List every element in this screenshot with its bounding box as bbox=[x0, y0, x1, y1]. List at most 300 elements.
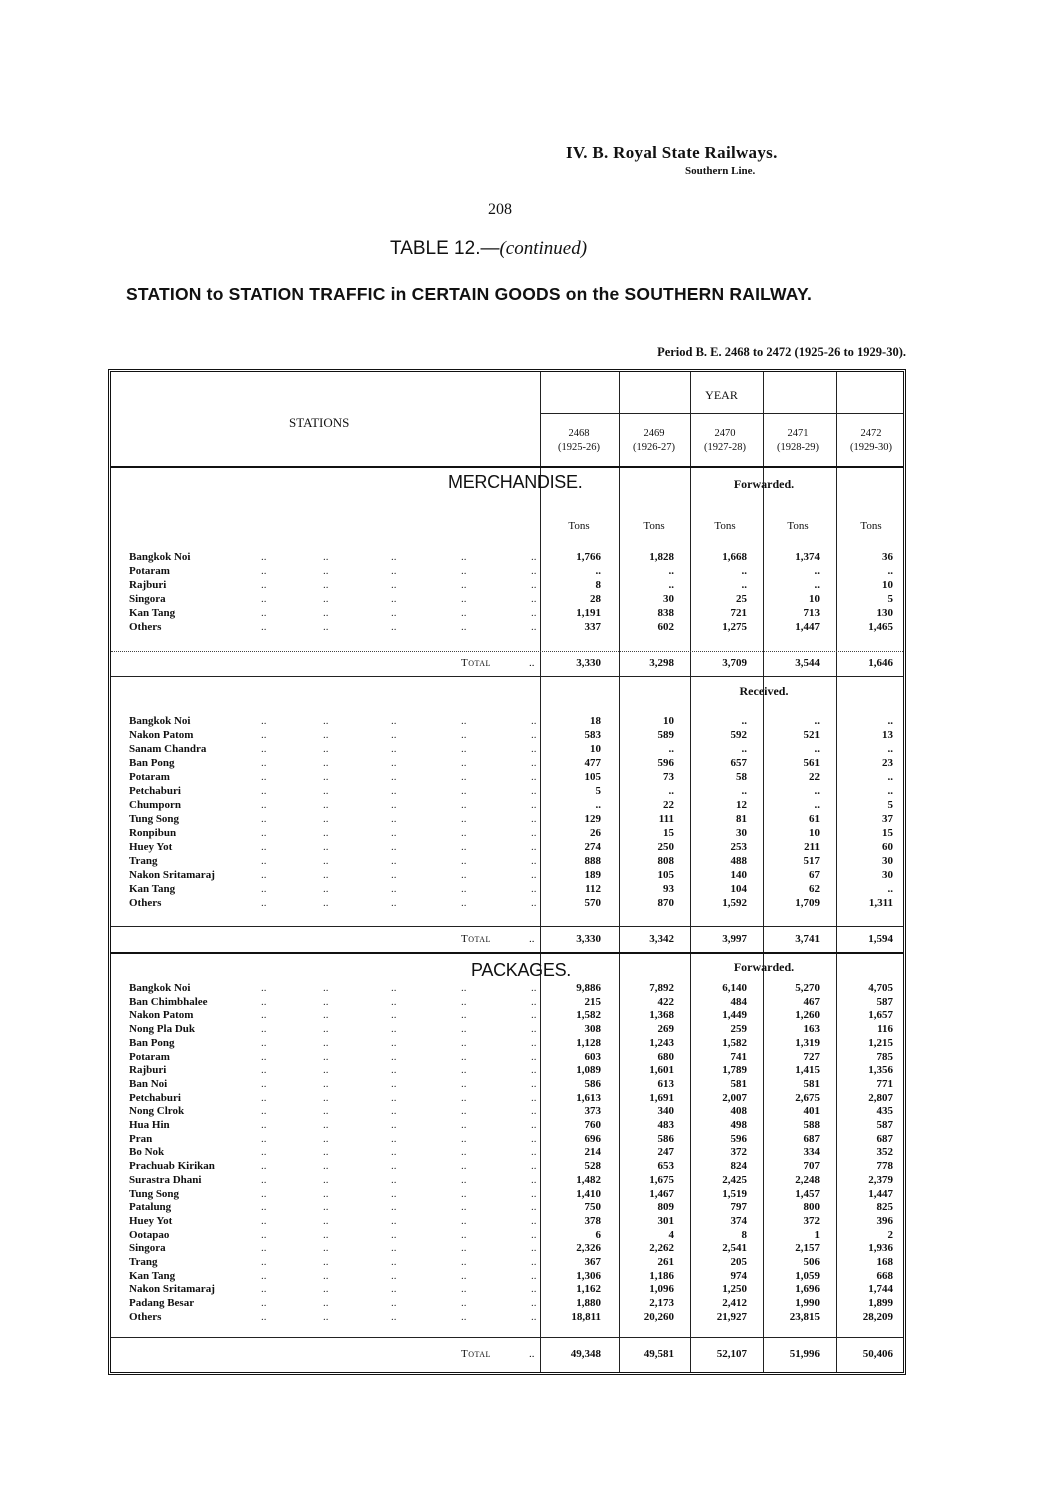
cell-value: 15 bbox=[882, 827, 893, 839]
cell-value: 657 bbox=[730, 757, 747, 769]
merchandise-title: MERCHANDISE. bbox=[448, 472, 583, 492]
cell-value: 1,828 bbox=[649, 551, 674, 563]
year-be: 2472 bbox=[860, 428, 882, 439]
table-row: Prachuab Kirikan .. .. .. .. .. 528 653 824 707 778 bbox=[129, 1160, 893, 1173]
cell-value: 36 bbox=[882, 551, 893, 563]
table-row: Pran .. .. .. .. .. 696 586 596 687 687 bbox=[129, 1132, 893, 1145]
cell-value: 352 bbox=[876, 1146, 893, 1159]
year-ce: (1926-27) bbox=[633, 442, 675, 453]
cell-value: .. bbox=[741, 565, 747, 577]
station-name: Pran bbox=[129, 1132, 153, 1145]
cell-value: 105 bbox=[657, 869, 674, 881]
unit-label: Tons bbox=[714, 520, 736, 532]
cell-value: 1,243 bbox=[649, 1036, 674, 1049]
station-name: Others bbox=[129, 897, 162, 909]
cell-value: 205 bbox=[730, 1256, 747, 1268]
cell-value: 838 bbox=[657, 607, 674, 619]
station-name: Ban Pong bbox=[129, 757, 175, 769]
cell-value: .. bbox=[741, 579, 747, 591]
table-row: Others .. .. .. .. .. 337 602 1,275 1,447 1,465 bbox=[129, 621, 893, 633]
cell-value: 28 bbox=[590, 593, 601, 605]
cell-value: 2,425 bbox=[722, 1173, 747, 1186]
cell-value: .. bbox=[887, 565, 893, 577]
cell-value: 13 bbox=[882, 729, 893, 741]
cell-value: 1,186 bbox=[649, 1269, 674, 1282]
station-name: Kan Tang bbox=[129, 607, 176, 619]
table-row: Patalung .. .. .. .. .. 750 809 797 800 825 bbox=[129, 1201, 893, 1214]
cell-value: 408 bbox=[730, 1105, 747, 1118]
year-divider bbox=[540, 413, 903, 414]
cell-value: 467 bbox=[803, 995, 820, 1008]
total-value: 3,544 bbox=[795, 657, 820, 669]
cell-value: 10 bbox=[882, 579, 893, 591]
year-column-header bbox=[618, 427, 690, 455]
table-row: Rajburi .. .. .. .. .. 1,089 1,601 1,789 1,415 1,356 bbox=[129, 1064, 893, 1077]
table-row: Nakon Patom .. .. .. .. .. 583 589 592 521 13 bbox=[129, 729, 893, 741]
cell-value: 15 bbox=[663, 827, 674, 839]
cell-value: 809 bbox=[657, 1201, 674, 1214]
cell-value: 378 bbox=[584, 1214, 601, 1227]
table-row: Petchaburi .. .. .. .. .. 5 .. .. .. .. bbox=[129, 785, 893, 797]
cell-value: 1,275 bbox=[722, 621, 747, 633]
table-row: Ronpibun .. .. .. .. .. 26 15 30 10 15 bbox=[129, 827, 893, 839]
cell-value: 1,260 bbox=[795, 1009, 820, 1022]
year-ce: (1925-26) bbox=[558, 442, 600, 453]
cell-value: 5 bbox=[595, 785, 601, 797]
station-name: Patalung bbox=[129, 1201, 172, 1214]
cell-value: 653 bbox=[657, 1160, 674, 1173]
cell-value: 26 bbox=[590, 827, 601, 839]
cell-value: 1,744 bbox=[868, 1283, 893, 1296]
table-row: Kan Tang .. .. .. .. .. 1,306 1,186 974 1,059 668 bbox=[129, 1269, 893, 1282]
cell-value: 587 bbox=[876, 995, 893, 1008]
cell-value: 308 bbox=[584, 1023, 601, 1036]
cell-value: .. bbox=[668, 743, 674, 755]
cell-value: 696 bbox=[584, 1132, 601, 1145]
cell-value: 1,128 bbox=[576, 1036, 601, 1049]
table-row: Trang .. .. .. .. .. 367 261 205 506 168 bbox=[129, 1256, 893, 1268]
cell-value: 721 bbox=[730, 607, 747, 619]
table-row: Nong Clrok .. .. .. .. .. 373 340 408 401 435 bbox=[129, 1105, 893, 1118]
cell-value: 2,412 bbox=[722, 1297, 747, 1310]
cell-value: 30 bbox=[736, 827, 747, 839]
cell-value: 374 bbox=[730, 1214, 747, 1227]
cell-value: 2,807 bbox=[868, 1091, 893, 1104]
row-divider bbox=[111, 466, 903, 468]
table-row: Ban Pong .. .. .. .. .. 477 596 657 561 23 bbox=[129, 757, 893, 769]
station-name: Petchaburi bbox=[129, 1091, 181, 1104]
station-name: Kan Tang bbox=[129, 883, 176, 895]
total-value: 3,330 bbox=[576, 933, 601, 945]
cell-value: 372 bbox=[730, 1146, 747, 1159]
cell-value: 888 bbox=[584, 855, 601, 867]
station-name: Sanam Chandra bbox=[129, 743, 207, 755]
station-name: Ban Noi bbox=[129, 1077, 168, 1090]
cell-value: 9,886 bbox=[576, 982, 601, 994]
table-row: Rajburi .. .. .. .. .. 8 .. .. .. 10 bbox=[129, 579, 893, 591]
cell-value: 8 bbox=[741, 1228, 747, 1241]
station-name: Singora bbox=[129, 1242, 166, 1255]
cell-value: 253 bbox=[730, 841, 747, 853]
station-name: Chumporn bbox=[129, 799, 181, 811]
cell-value: 1,096 bbox=[649, 1283, 674, 1296]
cell-value: 340 bbox=[657, 1105, 674, 1118]
cell-value: 570 bbox=[584, 897, 601, 909]
cell-value: 2,541 bbox=[722, 1242, 747, 1255]
cell-value: 581 bbox=[730, 1077, 747, 1090]
cell-value: 10 bbox=[663, 715, 674, 727]
total-row bbox=[111, 1347, 903, 1361]
total-value: 3,342 bbox=[649, 933, 674, 945]
cell-value: 668 bbox=[876, 1269, 893, 1282]
cell-value: 116 bbox=[877, 1023, 893, 1036]
table-label-main: TABLE 12.— bbox=[390, 238, 500, 259]
cell-value: 727 bbox=[803, 1050, 820, 1063]
cell-value: 10 bbox=[590, 743, 601, 755]
station-name: Tung Song bbox=[129, 813, 180, 825]
station-name: Ronpibun bbox=[129, 827, 177, 839]
station-name: Kan Tang bbox=[129, 1269, 176, 1282]
table-row: Chumporn .. .. .. .. .. .. 22 12 .. 5 bbox=[129, 799, 893, 811]
table-row: Bangkok Noi .. .. .. .. .. 9,886 7,892 6,140 5,270 4,705 bbox=[129, 982, 893, 994]
forwarded-label: Forwarded. bbox=[733, 960, 795, 974]
station-name: Padang Besar bbox=[129, 1297, 195, 1310]
cell-value: 67 bbox=[809, 869, 820, 881]
cell-value: 707 bbox=[803, 1160, 820, 1173]
leader-dots: .. bbox=[529, 1348, 535, 1360]
cell-value: 1,447 bbox=[795, 621, 820, 633]
cell-value: 603 bbox=[584, 1050, 601, 1063]
cell-value: 10 bbox=[809, 827, 820, 839]
cell-value: 396 bbox=[876, 1214, 893, 1227]
cell-value: 1,709 bbox=[795, 897, 820, 909]
total-label: Total bbox=[461, 657, 491, 669]
cell-value: 23 bbox=[882, 757, 893, 769]
cell-value: 5 bbox=[887, 799, 893, 811]
cell-value: 30 bbox=[882, 869, 893, 881]
cell-value: 58 bbox=[736, 771, 747, 783]
cell-value: 6,140 bbox=[722, 982, 747, 994]
cell-value: .. bbox=[814, 565, 820, 577]
station-name: Nong Pla Duk bbox=[129, 1023, 196, 1036]
cell-value: 1,789 bbox=[722, 1064, 747, 1077]
forwarded-label: Forwarded. bbox=[733, 477, 795, 491]
cell-value: 687 bbox=[876, 1132, 893, 1145]
cell-value: 1,592 bbox=[722, 897, 747, 909]
total-value: 3,997 bbox=[722, 933, 747, 945]
station-name: Rajburi bbox=[129, 579, 167, 591]
cell-value: 337 bbox=[584, 621, 601, 633]
cell-value: 586 bbox=[657, 1132, 674, 1145]
cell-value: 2 bbox=[887, 1228, 893, 1241]
series-title: IV. B. Royal State Railways. bbox=[566, 143, 778, 162]
cell-value: 250 bbox=[657, 841, 674, 853]
cell-value: 12 bbox=[736, 799, 747, 811]
page-title: STATION to STATION TRAFFIC in CERTAIN GOODS on the SOUTHERN RAILWAY. bbox=[126, 284, 813, 304]
table-row: Potaram .. .. .. .. .. 105 73 58 22 .. bbox=[129, 771, 893, 783]
cell-value: 301 bbox=[657, 1214, 674, 1227]
cell-value: 1 bbox=[814, 1228, 820, 1241]
year-column-header bbox=[835, 427, 907, 455]
cell-value: 587 bbox=[876, 1119, 893, 1131]
cell-value: .. bbox=[741, 785, 747, 797]
cell-value: 785 bbox=[876, 1050, 893, 1063]
cell-value: .. bbox=[668, 579, 674, 591]
traffic-table bbox=[108, 369, 906, 1375]
cell-value: 870 bbox=[657, 897, 674, 909]
cell-value: 129 bbox=[584, 813, 601, 825]
cell-value: 506 bbox=[803, 1256, 820, 1268]
cell-value: 808 bbox=[657, 855, 674, 867]
cell-value: 37 bbox=[882, 813, 893, 825]
cell-value: 1,582 bbox=[576, 1009, 601, 1022]
cell-value: 1,449 bbox=[722, 1009, 747, 1022]
station-name: Potaram bbox=[129, 771, 170, 783]
table-row: Potaram .. .. .. .. .. 603 680 741 727 785 bbox=[129, 1050, 893, 1063]
station-name: Others bbox=[129, 621, 162, 633]
station-name: Ban Chimbhalee bbox=[129, 995, 208, 1008]
table-row: Petchaburi .. .. .. .. .. 1,613 1,691 2,007 2,675 2,807 bbox=[129, 1091, 893, 1104]
cell-value: 581 bbox=[803, 1077, 820, 1090]
table-row: Padang Besar .. .. .. .. .. 1,880 2,173 2,412 1,990 1,899 bbox=[129, 1297, 893, 1310]
cell-value: 596 bbox=[730, 1132, 747, 1145]
total-value: 3,298 bbox=[649, 657, 674, 669]
cell-value: .. bbox=[887, 715, 893, 727]
cell-value: 18,811 bbox=[571, 1310, 601, 1323]
year-header: YEAR bbox=[705, 388, 738, 402]
cell-value: 140 bbox=[730, 869, 747, 881]
total-row bbox=[111, 932, 903, 946]
year-be: 2470 bbox=[714, 428, 736, 439]
cell-value: 778 bbox=[876, 1160, 893, 1173]
cell-value: 825 bbox=[876, 1201, 893, 1214]
cell-value: 22 bbox=[809, 771, 820, 783]
station-name: Nakon Patom bbox=[129, 1009, 194, 1022]
year-ce: (1929-30) bbox=[850, 442, 892, 453]
cell-value: 259 bbox=[730, 1023, 747, 1036]
cell-value: 1,415 bbox=[795, 1064, 820, 1077]
cell-value: 1,089 bbox=[576, 1064, 601, 1077]
station-name: Ootapao bbox=[129, 1228, 170, 1241]
cell-value: 1,457 bbox=[795, 1187, 820, 1200]
total-label: Total bbox=[461, 933, 491, 945]
table-label-continued: (continued) bbox=[499, 238, 588, 259]
cell-value: 1,601 bbox=[649, 1064, 674, 1077]
cell-value: .. bbox=[814, 715, 820, 727]
cell-value: 30 bbox=[882, 855, 893, 867]
cell-value: 613 bbox=[657, 1077, 674, 1090]
cell-value: 104 bbox=[730, 883, 747, 895]
unit-label: Tons bbox=[643, 520, 665, 532]
cell-value: 741 bbox=[730, 1050, 747, 1063]
station-name: Petchaburi bbox=[129, 785, 181, 797]
cell-value: 2,675 bbox=[795, 1091, 820, 1104]
cell-value: 4 bbox=[668, 1228, 674, 1241]
cell-value: 1,880 bbox=[576, 1297, 601, 1310]
cell-value: .. bbox=[595, 799, 601, 811]
leader-dots: .. bbox=[529, 657, 535, 669]
table-row: Huey Yot .. .. .. .. .. 378 301 374 372 396 bbox=[129, 1214, 893, 1227]
cell-value: 2,262 bbox=[649, 1242, 674, 1255]
station-name: Rajburi bbox=[129, 1064, 167, 1077]
cell-value: 1,899 bbox=[868, 1297, 893, 1310]
table-row: Surastra Dhani .. .. .. .. .. 1,482 1,675 2,425 2,248 2,379 bbox=[129, 1173, 893, 1186]
year-column-header bbox=[762, 427, 834, 455]
cell-value: 1,675 bbox=[649, 1173, 674, 1186]
cell-value: 5,270 bbox=[795, 982, 820, 994]
table-row: Trang .. .. .. .. .. 888 808 488 517 30 bbox=[129, 855, 893, 867]
cell-value: 189 bbox=[584, 869, 601, 881]
cell-value: 1,696 bbox=[795, 1283, 820, 1296]
year-be: 2471 bbox=[787, 428, 809, 439]
cell-value: 2,248 bbox=[795, 1173, 820, 1186]
total-value: 50,406 bbox=[862, 1348, 893, 1360]
cell-value: 25 bbox=[736, 593, 747, 605]
unit-label: Tons bbox=[568, 520, 590, 532]
table-row: Bo Nok .. .. .. .. .. 214 247 372 334 352 bbox=[129, 1146, 893, 1159]
cell-value: 1,410 bbox=[576, 1187, 601, 1200]
total-value: 1,646 bbox=[868, 657, 893, 669]
cell-value: 401 bbox=[803, 1105, 820, 1118]
cell-value: 1,306 bbox=[576, 1269, 601, 1282]
unit-label: Tons bbox=[860, 520, 882, 532]
packages-title: PACKAGES. bbox=[471, 960, 572, 980]
cell-value: 974 bbox=[730, 1269, 747, 1282]
cell-value: 214 bbox=[584, 1146, 601, 1159]
cell-value: 130 bbox=[876, 607, 893, 619]
cell-value: 23,815 bbox=[789, 1310, 820, 1323]
cell-value: 2,326 bbox=[576, 1242, 601, 1255]
cell-value: 111 bbox=[658, 813, 674, 825]
station-name: Others bbox=[129, 1310, 162, 1323]
period-line: Period B. E. 2468 to 2472 (1925-26 to 1929-30). bbox=[657, 345, 906, 359]
station-name: Nakon Sritamaraj bbox=[129, 869, 215, 881]
cell-value: 61 bbox=[809, 813, 820, 825]
station-name: Huey Yot bbox=[129, 1214, 173, 1227]
station-name: Potaram bbox=[129, 565, 170, 577]
year-ce: (1927-28) bbox=[704, 442, 746, 453]
cell-value: 602 bbox=[657, 621, 674, 633]
cell-value: 163 bbox=[803, 1023, 820, 1036]
cell-value: 528 bbox=[584, 1160, 601, 1173]
cell-value: 484 bbox=[730, 995, 747, 1008]
cell-value: 6 bbox=[595, 1228, 601, 1241]
station-name: Prachuab Kirikan bbox=[129, 1160, 215, 1173]
stations-header: STATIONS bbox=[289, 415, 350, 430]
station-name: Surastra Dhani bbox=[129, 1173, 202, 1186]
table-row: Singora .. .. .. .. .. 2,326 2,262 2,541 2,157 1,936 bbox=[129, 1242, 893, 1255]
cell-value: 1,368 bbox=[649, 1009, 674, 1022]
station-name: Nakon Patom bbox=[129, 729, 194, 741]
cell-value: 4,705 bbox=[868, 982, 893, 994]
station-name: Bangkok Noi bbox=[129, 715, 191, 727]
station-name: Hua Hin bbox=[129, 1119, 170, 1131]
station-name: Potaram bbox=[129, 1050, 170, 1063]
cell-value: 521 bbox=[803, 729, 820, 741]
cell-value: .. bbox=[887, 883, 893, 895]
received-label: Received. bbox=[739, 684, 789, 698]
cell-value: 261 bbox=[657, 1256, 674, 1268]
cell-value: 477 bbox=[584, 757, 601, 769]
cell-value: .. bbox=[887, 785, 893, 797]
cell-value: .. bbox=[814, 743, 820, 755]
cell-value: 1,465 bbox=[868, 621, 893, 633]
cell-value: 422 bbox=[657, 995, 674, 1008]
cell-value: 1,374 bbox=[795, 551, 820, 563]
leader-dots: .. bbox=[529, 933, 535, 945]
cell-value: 18 bbox=[590, 715, 601, 727]
station-name: Nakon Sritamaraj bbox=[129, 1283, 215, 1296]
table-row: Nakon Patom .. .. .. .. .. 1,582 1,368 1,449 1,260 1,657 bbox=[129, 1009, 893, 1022]
cell-value: 760 bbox=[584, 1119, 601, 1131]
total-value: 49,581 bbox=[643, 1348, 674, 1360]
cell-value: 1,215 bbox=[868, 1036, 893, 1049]
cell-value: 750 bbox=[584, 1201, 601, 1214]
cell-value: .. bbox=[741, 715, 747, 727]
cell-value: 20,260 bbox=[643, 1310, 674, 1323]
cell-value: 1,582 bbox=[722, 1036, 747, 1049]
cell-value: 10 bbox=[809, 593, 820, 605]
cell-value: 680 bbox=[657, 1050, 674, 1063]
cell-value: 105 bbox=[584, 771, 601, 783]
cell-value: 592 bbox=[730, 729, 747, 741]
cell-value: 373 bbox=[584, 1105, 601, 1118]
year-be: 2469 bbox=[643, 428, 665, 439]
cell-value: 1,766 bbox=[576, 551, 601, 563]
table-row: Singora .. .. .. .. .. 28 30 25 10 5 bbox=[129, 593, 893, 605]
table-row: Ban Pong .. .. .. .. .. 1,128 1,243 1,582 1,319 1,215 bbox=[129, 1036, 893, 1049]
cell-value: 274 bbox=[584, 841, 601, 853]
cell-value: 1,990 bbox=[795, 1297, 820, 1310]
cell-value: .. bbox=[668, 565, 674, 577]
cell-value: 1,250 bbox=[722, 1283, 747, 1296]
year-column-header bbox=[689, 427, 761, 455]
cell-value: 211 bbox=[804, 841, 820, 853]
table-row: Bangkok Noi .. .. .. .. .. 1,766 1,828 1,668 1,374 36 bbox=[129, 551, 893, 563]
total-value: 51,996 bbox=[789, 1348, 820, 1360]
cell-value: 1,191 bbox=[576, 607, 601, 619]
cell-value: 687 bbox=[803, 1132, 820, 1145]
cell-value: 1,482 bbox=[576, 1173, 601, 1186]
cell-value: 5 bbox=[887, 593, 893, 605]
year-ce: (1928-29) bbox=[777, 442, 819, 453]
cell-value: 1,936 bbox=[868, 1242, 893, 1255]
cell-value: 713 bbox=[803, 607, 820, 619]
cell-value: 334 bbox=[803, 1146, 820, 1159]
table-row: Huey Yot .. .. .. .. .. 274 250 253 211 60 bbox=[129, 841, 893, 853]
cell-value: 1,467 bbox=[649, 1187, 674, 1200]
total-label: Total bbox=[461, 1348, 491, 1360]
cell-value: .. bbox=[741, 743, 747, 755]
station-name: Trang bbox=[129, 1256, 158, 1268]
total-value: 49,348 bbox=[570, 1348, 601, 1360]
table-row: Ban Noi .. .. .. .. .. 586 613 581 581 771 bbox=[129, 1077, 893, 1090]
total-value: 3,741 bbox=[795, 933, 820, 945]
row-divider bbox=[111, 926, 903, 927]
cell-value: 7,892 bbox=[649, 982, 674, 994]
cell-value: 215 bbox=[584, 995, 601, 1008]
cell-value: 588 bbox=[803, 1119, 820, 1131]
station-name: Bo Nok bbox=[129, 1146, 165, 1159]
cell-value: 28,209 bbox=[862, 1310, 893, 1323]
table-row: Sanam Chandra .. .. .. .. .. 10 .. .. .. .. bbox=[129, 743, 893, 755]
cell-value: 498 bbox=[730, 1119, 747, 1131]
cell-value: 168 bbox=[876, 1256, 893, 1268]
station-name: Bangkok Noi bbox=[129, 551, 191, 563]
cell-value: 483 bbox=[657, 1119, 674, 1131]
cell-value: 1,319 bbox=[795, 1036, 820, 1049]
cell-value: .. bbox=[814, 579, 820, 591]
